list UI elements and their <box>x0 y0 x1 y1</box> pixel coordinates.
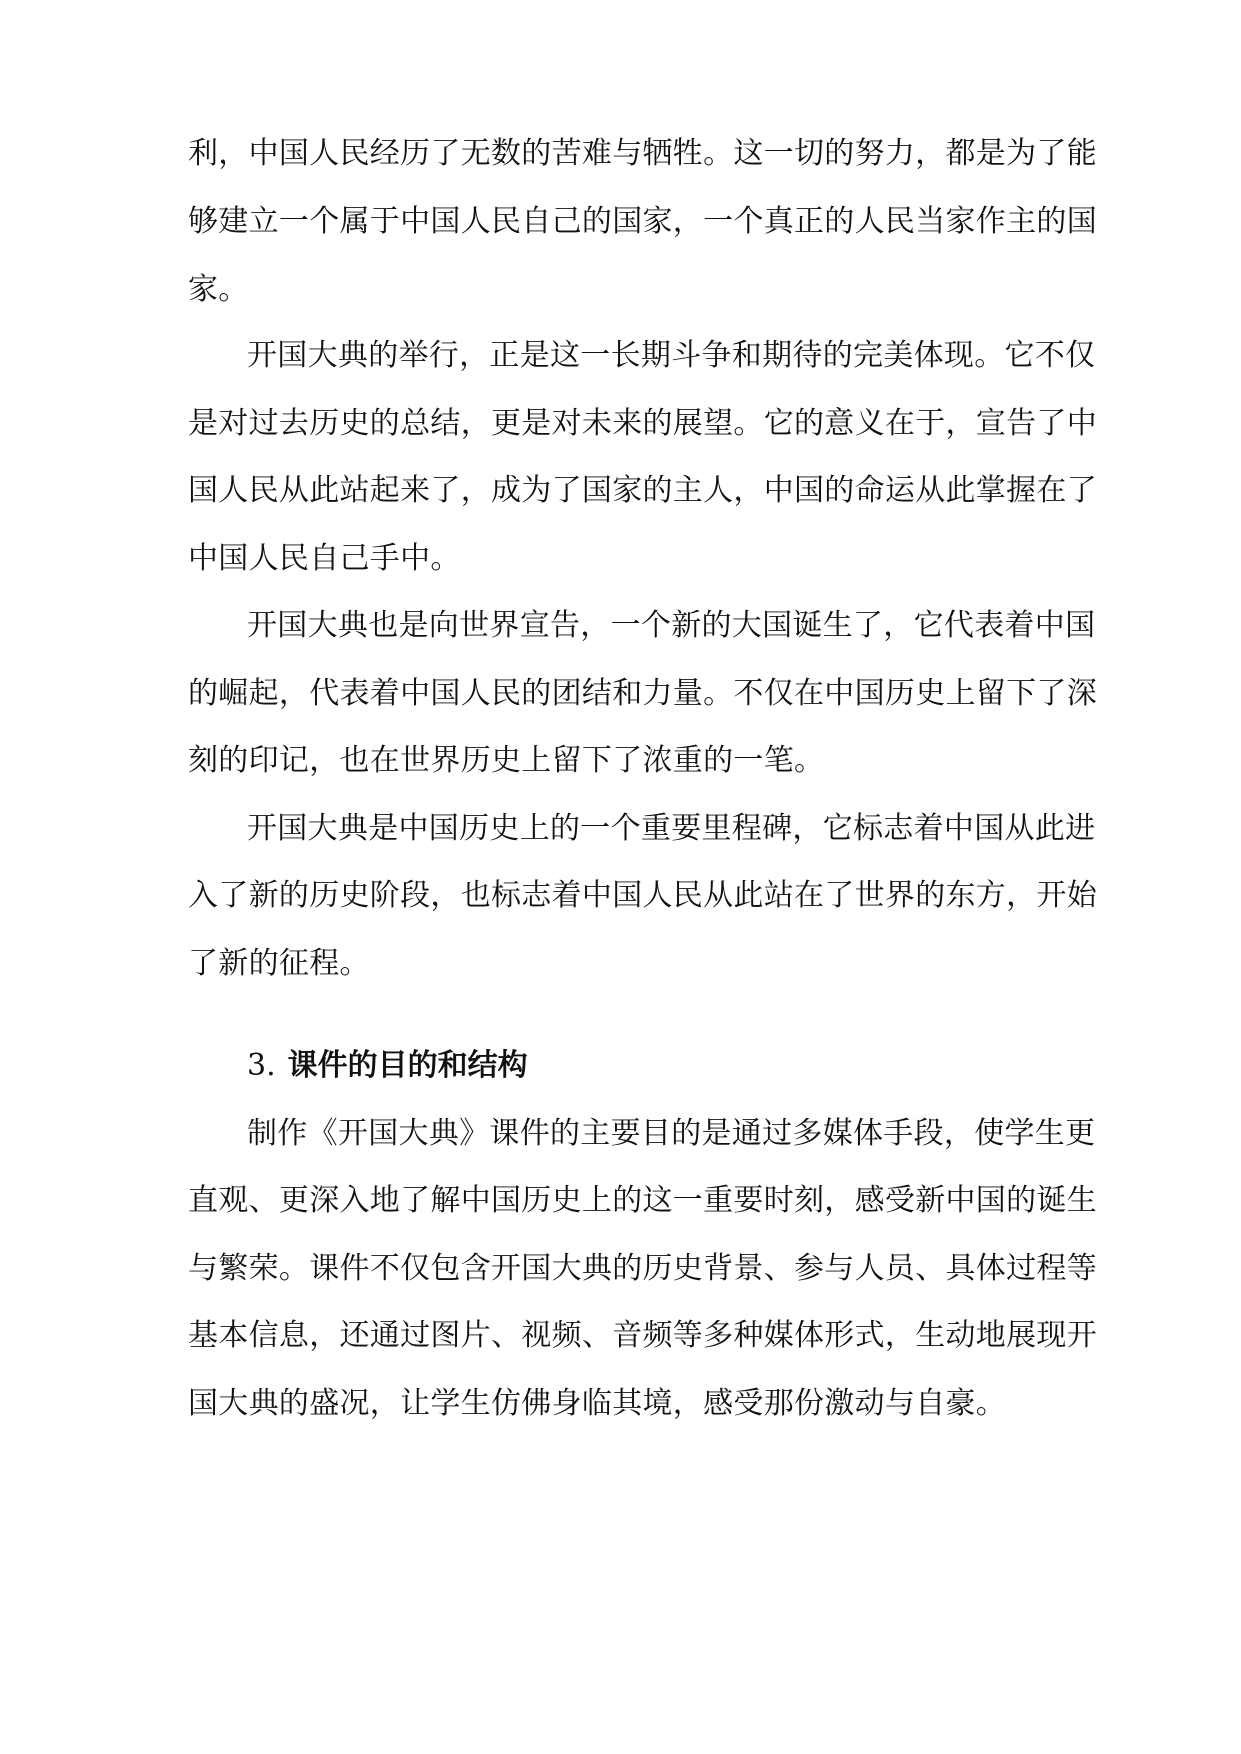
paragraph-2-line-2: 是对过去历史的总结，更是对未来的展望。它的意义在于，宣告了中 <box>188 406 1097 441</box>
paragraph-4-line-2: 入了新的历史阶段，也标志着中国人民从此站在了世界的东方，开始 <box>188 878 1097 913</box>
paragraph-3-line-3: 刻的印记，也在世界历史上留下了浓重的一笔。 <box>188 743 825 778</box>
paragraph-3-line-1: 开国大典也是向世界宣告，一个新的大国诞生了，它代表着中国 <box>247 608 1096 643</box>
paragraph-2-line-4: 中国人民自己手中。 <box>188 541 461 576</box>
section-title: 课件的目的和结构 <box>287 1048 528 1083</box>
paragraph-1-line-1: 利，中国人民经历了无数的苦难与牺牲。这一切的努力，都是为了能 <box>188 136 1097 171</box>
paragraph-2-line-1: 开国大典的举行，正是这一长期斗争和期待的完美体现。它不仅 <box>247 338 1096 373</box>
paragraph-5-line-5: 国大典的盛况，让学生仿佛身临其境，感受那份激动与自豪。 <box>188 1386 1007 1421</box>
paragraph-5-line-3: 与繁荣。课件不仅包含开国大典的历史背景、参与人员、具体过程等 <box>188 1251 1097 1286</box>
paragraph-4-line-1: 开国大典是中国历史上的一个重要里程碑，它标志着中国从此进 <box>247 811 1096 846</box>
paragraph-1-line-2: 够建立一个属于中国人民自己的国家，一个真正的人民当家作主的国 <box>188 204 1097 239</box>
paragraph-1-line-3: 家。 <box>188 272 249 307</box>
paragraph-5-line-4: 基本信息，还通过图片、视频、音频等多种媒体形式，生动地展现开 <box>188 1318 1097 1353</box>
section-heading <box>247 1046 947 1086</box>
paragraph-5-line-2: 直观、更深入地了解中国历史上的这一重要时刻，感受新中国的诞生 <box>188 1183 1097 1218</box>
section-number: 3. <box>247 1048 276 1083</box>
paragraph-2-line-3: 国人民从此站起来了，成为了国家的主人，中国的命运从此掌握在了 <box>188 473 1097 508</box>
paragraph-3-line-2: 的崛起，代表着中国人民的团结和力量。不仅在中国历史上留下了深 <box>188 676 1097 711</box>
paragraph-5-line-1: 制作《开国大典》课件的主要目的是通过多媒体手段，使学生更 <box>247 1116 1096 1151</box>
paragraph-4-line-3: 了新的征程。 <box>188 946 370 981</box>
